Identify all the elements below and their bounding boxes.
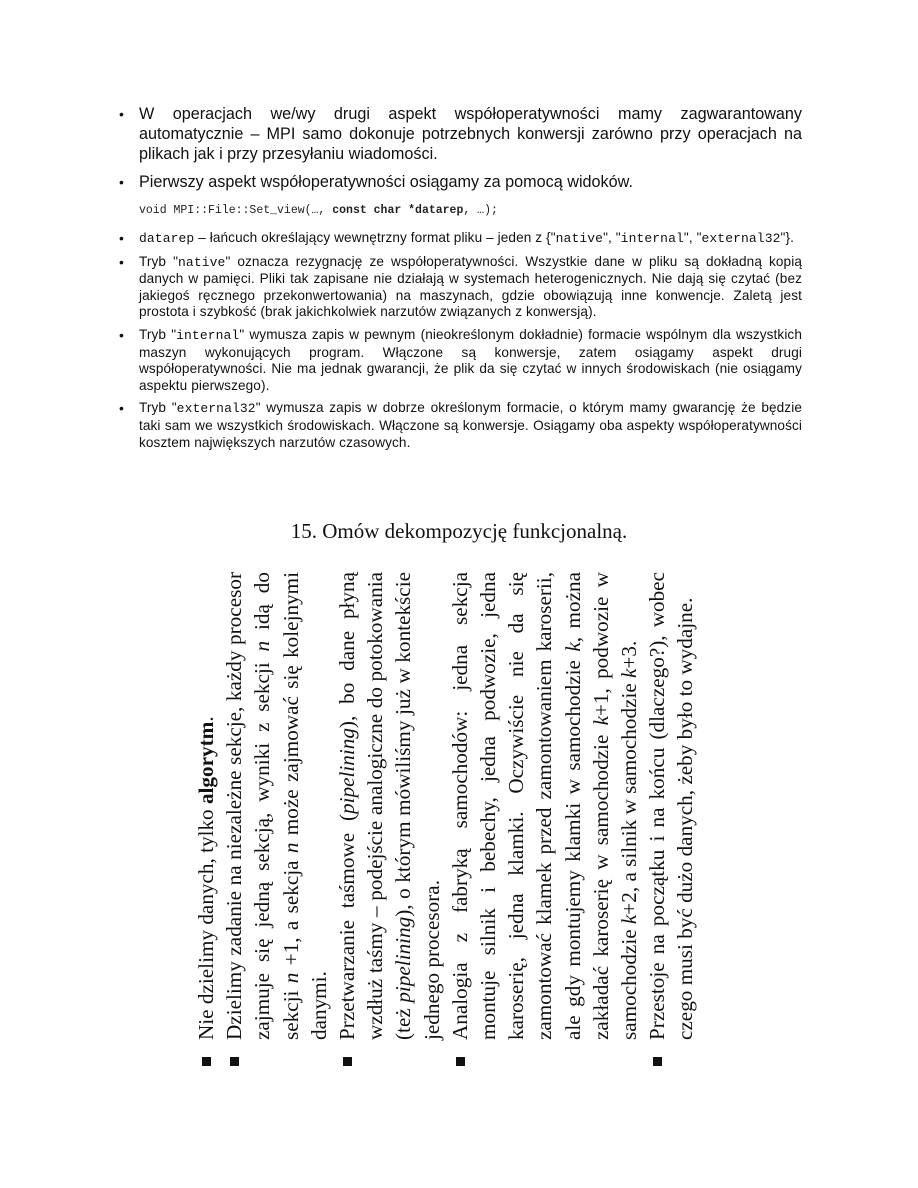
bullet-text: +2, a silnik w samochodzie <box>617 677 642 915</box>
bullet-sections <box>220 572 333 1040</box>
bullet-text: Dzielimy zadanie na niezależne sekcje, każdy procesor zajmuje się jedną sekcją, wyniki z sekcji <box>222 572 275 1040</box>
mpi-io-notes <box>119 104 802 451</box>
italic-term: pipelining <box>391 916 416 1003</box>
bullet-text: " oznacza rezygnację ze współoperatywności. Wszystkie dane w pliku są dokładną kopią danych w pamięci. Pliki tak zapisane nie działają w systemach heterogenicznych. Nie dają się czytać (bez jakiegoś ręcznego przekonwertowania) na maszynach, gdzie obowiązują inne konwencje. Zaletą jest prostota i szybkość (brak jakichkolwiek narzutów związanych z konwersją). <box>139 253 802 320</box>
option-internal: internal <box>620 231 684 246</box>
bullet-text: " wymusza zapis w pewnym (nieokreślonym dokładnie) formacie wspólnym dla wszystkich maszyn wykonujących program. Włączone są konwersje, zatem osiągamy aspekt drugi współoperatywności. Nie ma jednak gwarancji, że plik da się czytać w innych środowiskach (nie osiągamy aspektu pierwszego). <box>139 326 802 393</box>
bullet-dot-icon: • <box>119 230 125 246</box>
bullet-io-interoperability <box>119 104 802 164</box>
separator: ", " <box>683 230 702 245</box>
closing: "}. <box>780 230 794 245</box>
bullet-prefix: Tryb " <box>139 326 177 342</box>
var-n: n <box>278 842 303 854</box>
italic-term: pipelining <box>335 728 360 814</box>
var-k: k <box>588 716 613 726</box>
bullet-native <box>119 254 802 321</box>
code-set-view <box>139 204 802 217</box>
punct: . <box>194 716 218 722</box>
bullet-internal <box>119 327 802 394</box>
mode-native: native <box>178 254 226 270</box>
bullet-views <box>119 172 802 192</box>
square-bullet-icon <box>343 1057 352 1066</box>
bullet-stalls <box>643 572 699 1040</box>
bullet-text: idą do sekcji <box>250 572 303 1040</box>
bullet-car-factory <box>446 572 643 1040</box>
code-suffix: , …); <box>463 204 498 217</box>
bullet-text: ), bo dane płyną wzdłuż taśmy – podejście analogiczne do potokowania (też <box>335 571 416 1040</box>
bullet-text: " wymusza zapis w dobrze określonym formacie, o którym mamy gwarancję że będzie taki sam we wszystkich środowiskach. Włączone są konwersje. Osiągamy oba aspekty współoperatywności kosztem największych narzutów czasowych. <box>139 400 802 450</box>
bullet-pipelining <box>333 572 446 1040</box>
datarep-term: datarep <box>139 231 195 246</box>
bullet-text: W operacjach we/wy drugi aspekt współoperatywności mamy zagwarantowany automatycznie – MPI samo dokonuje potrzebnych konwersji zarówno przy operacjach na plikach jak i przy przesyłaniu wiadomości. <box>139 105 802 163</box>
square-bullet-icon <box>456 1057 465 1066</box>
bullet-text: Nie dzielimy danych, tylko <box>194 804 218 1040</box>
bullet-text: Analogia z fabryką samochodów: jedna sekcja montuje silnik i bebechy, jedna podwozie, jedna karoserię, jedna klamki. Oczywiście nie da się zamontować klamek przed zamontowaniem karoserii, ale gdy montujemy klamki w samochodzie <box>447 572 585 1040</box>
bullet-dot-icon: • <box>119 174 124 190</box>
bullet-prefix: Tryb " <box>139 253 179 269</box>
square-bullet-icon <box>230 1057 239 1066</box>
bullet-text: może zajmować się kolejnymi danymi. <box>278 571 331 1040</box>
bullet-dot-icon: • <box>119 106 124 122</box>
code-prefix: void MPI::File::Set_view(…, <box>139 204 333 217</box>
heading-text: 15. Omów dekompozycję funkcjonalną. <box>290 519 628 543</box>
option-native: native <box>555 231 604 246</box>
bold-term: algorytm <box>194 721 218 805</box>
var-k: k <box>560 642 585 652</box>
var-n: n <box>278 972 303 984</box>
section-heading <box>0 519 918 544</box>
bullet-dot-icon: • <box>119 400 125 417</box>
bullet-text: +3. <box>617 640 642 669</box>
mode-external32: external32 <box>176 401 256 417</box>
square-bullet-icon <box>202 1057 211 1066</box>
bullet-text: Przestoje na początku i na końcu (dlaczego?), wobec czego musi być dużo danych, żeby było to wydajne. <box>645 572 698 1040</box>
bullet-prefix: Tryb " <box>139 400 177 416</box>
functional-decomposition-notes <box>192 572 700 1070</box>
bullet-text: +1, a sekcja <box>278 853 303 973</box>
mode-internal: internal <box>176 327 240 343</box>
square-bullet-icon <box>653 1057 662 1066</box>
bullet-dot-icon: • <box>119 253 125 270</box>
rotated-slide <box>192 571 752 1070</box>
var-k: k <box>617 668 642 678</box>
bullet-text: Przetwarzanie taśmowe ( <box>335 813 360 1040</box>
bullet-datarep <box>119 230 802 248</box>
bullet-external32 <box>119 400 802 451</box>
option-external32: external32 <box>701 231 781 246</box>
bullet-text: – łańcuch określający wewnętrzny format pliku – jeden z {" <box>194 230 556 245</box>
bullet-text: , można zakładać karoserię w samochodzie <box>560 572 613 1040</box>
bullet-dot-icon: • <box>119 326 125 343</box>
var-n: n <box>250 640 275 652</box>
bullet-algorithm <box>192 572 220 1040</box>
bullet-text: ), o którym mówiliśmy już w kontekście jednego procesora. <box>391 572 444 1040</box>
var-k: k <box>617 914 642 925</box>
separator: ", " <box>603 230 621 245</box>
code-param: const char *datarep <box>332 204 464 217</box>
bullet-text: Pierwszy aspekt współoperatywności osiągamy za pomocą widoków. <box>139 173 633 191</box>
bullet-text: +1, podwozie w samochodzie <box>588 572 642 1040</box>
